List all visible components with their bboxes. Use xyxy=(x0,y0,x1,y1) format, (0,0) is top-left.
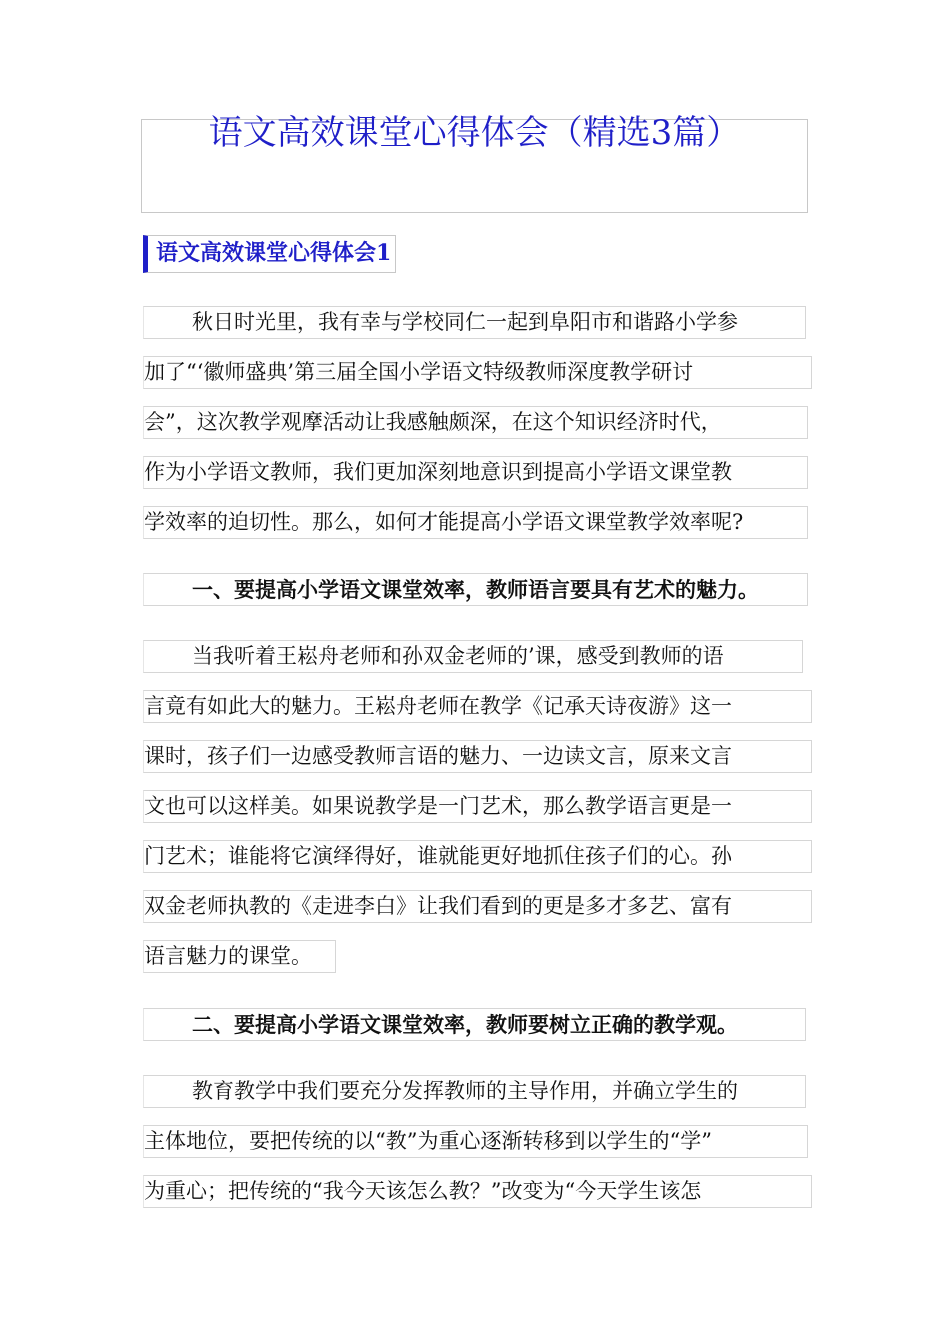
document-title: 语文高效课堂心得体会（精选3篇） xyxy=(208,113,741,153)
paragraph-line: 语言魅力的课堂。 xyxy=(143,940,336,973)
section-heading: 语文高效课堂心得体会1 xyxy=(143,235,396,273)
paragraph-line: 秋日时光里，我有幸与学校同仁一起到阜阳市和谐路小学参 xyxy=(143,306,806,339)
paragraph-line: 会”，这次教学观摩活动让我感触颇深，在这个知识经济时代， xyxy=(143,406,808,439)
paragraph-line: 作为小学语文教师，我们更加深刻地意识到提高小学语文课堂教 xyxy=(143,456,808,489)
paragraph-line: 为重心；把传统的“我今天该怎么教？”改变为“今天学生该怎 xyxy=(143,1175,812,1208)
paragraph-line: 双金老师执教的《走进李白》让我们看到的更是多才多艺、富有 xyxy=(143,890,812,923)
paragraph-line: 加了“‘徽师盛典’第三届全国小学语文特级教师深度教学研讨 xyxy=(143,356,812,389)
paragraph-line: 门艺术；谁能将它演绎得好，谁就能更好地抓住孩子们的心。孙 xyxy=(143,840,812,873)
subheading-line: 二、要提高小学语文课堂效率，教师要树立正确的教学观。 xyxy=(143,1008,806,1041)
paragraph-line: 学效率的迫切性。那么，如何才能提高小学语文课堂教学效率呢? xyxy=(143,506,808,539)
paragraph-line: 文也可以这样美。如果说教学是一门艺术，那么教学语言更是一 xyxy=(143,790,812,823)
paragraph-line: 当我听着王崧舟老师和孙双金老师的’课，感受到教师的语 xyxy=(143,640,803,673)
subheading-line: 一、要提高小学语文课堂效率，教师语言要具有艺术的魅力。 xyxy=(143,573,808,606)
paragraph-line: 课时，孩子们一边感受教师言语的魅力、一边读文言，原来文言 xyxy=(143,740,812,773)
paragraph-line: 教育教学中我们要充分发挥教师的主导作用，并确立学生的 xyxy=(143,1075,806,1108)
paragraph-line: 主体地位，要把传统的以“教”为重心逐渐转移到以学生的“学” xyxy=(143,1125,808,1158)
paragraph-line: 言竟有如此大的魅力。王崧舟老师在教学《记承天诗夜游》这一 xyxy=(143,690,812,723)
